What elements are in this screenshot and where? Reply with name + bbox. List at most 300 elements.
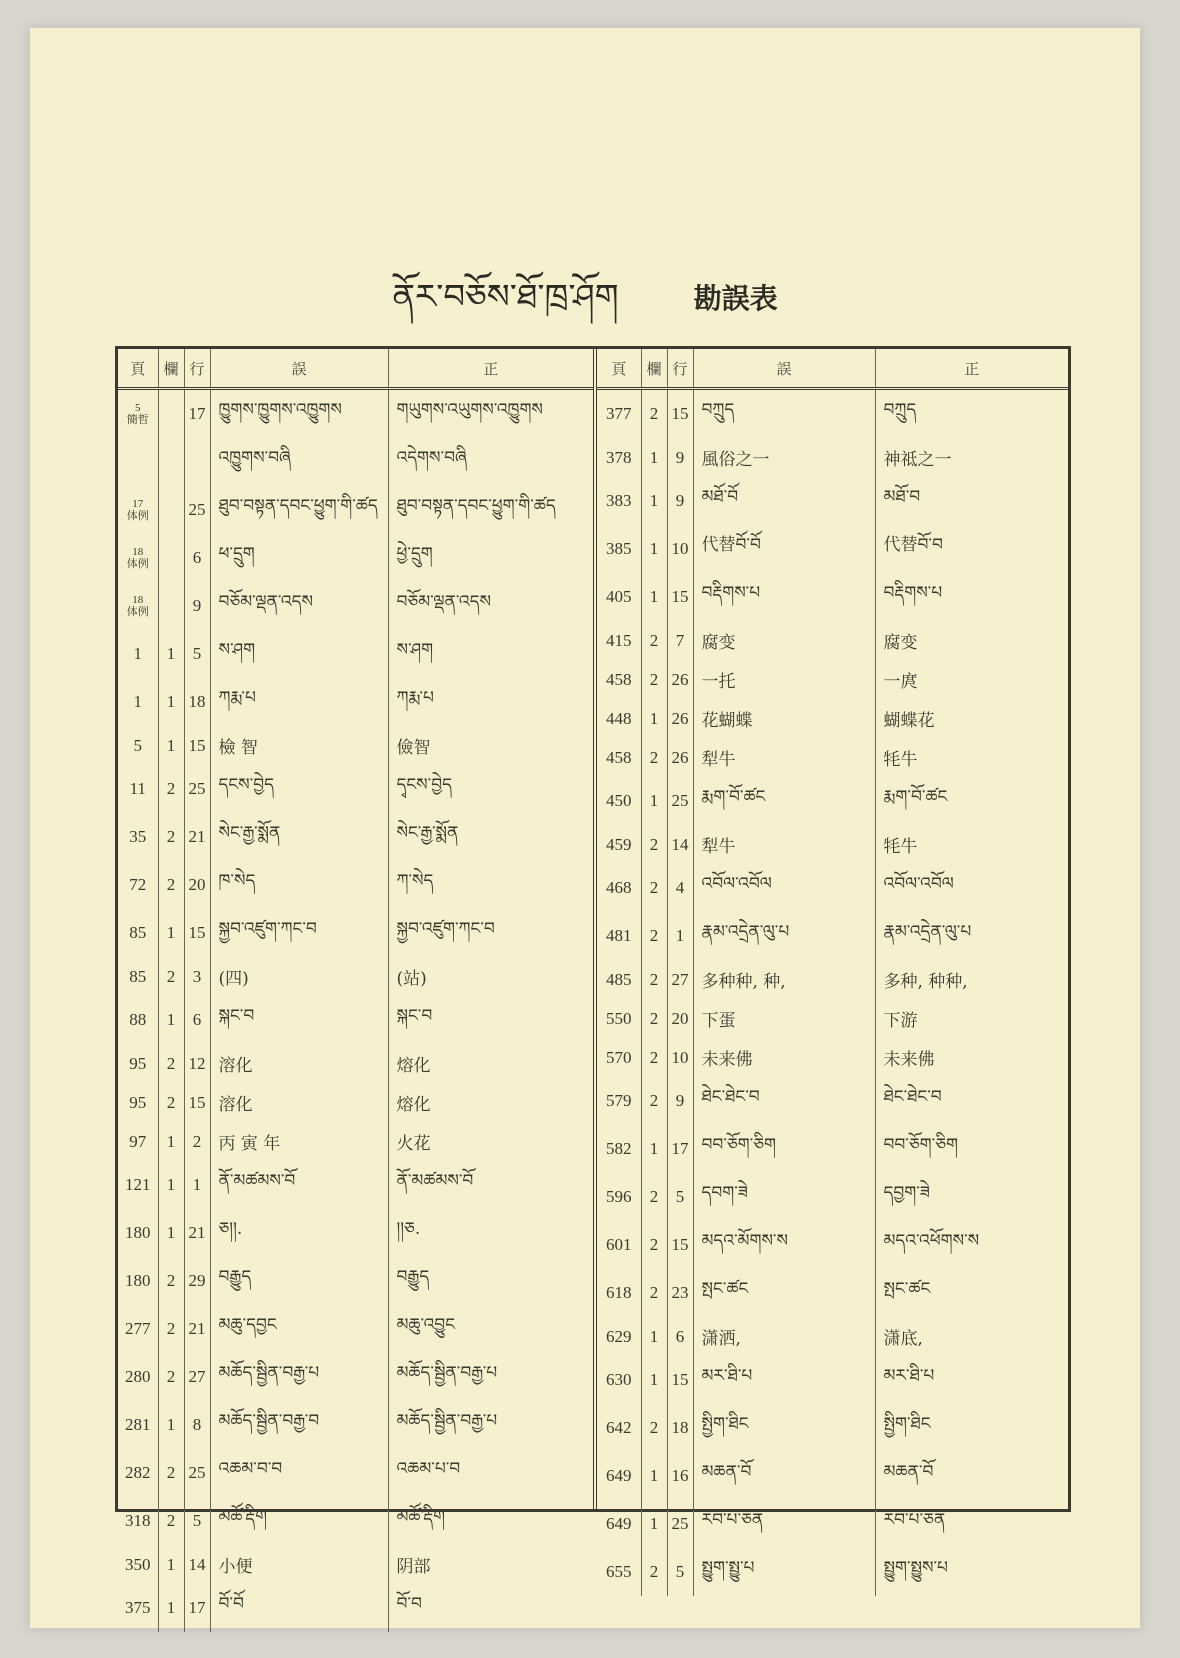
errata-table-right: [597, 349, 1068, 1581]
cell-wrong: ཁྱུགས་ཁྱུགས་འཁྱུགས: [210, 389, 388, 439]
cell-line: 26: [667, 738, 693, 777]
cell-col: 1: [158, 1161, 184, 1209]
table-row: [118, 1044, 593, 1083]
cell-wrong: སེང་རྒྱ་སྨོན: [210, 813, 388, 861]
cell-wrong: 代替བོ་བོ: [693, 525, 875, 573]
cell-wrong: བཀྲུད: [693, 389, 875, 439]
table-header: [118, 349, 593, 389]
cell-line: 17: [184, 389, 210, 439]
cell-right: (站): [396, 969, 427, 989]
cell-col: 2: [158, 861, 184, 909]
page-title: [30, 258, 1140, 354]
table-row: [597, 825, 1068, 864]
cell-right: མཆུ་འབྱུང: [396, 1315, 456, 1335]
cell-wrong: 丙 寅 年: [210, 1122, 388, 1161]
cell-wrong: 一托: [693, 660, 875, 699]
cell-wrong: དངས་བྱེད: [210, 765, 388, 813]
cell-wrong: 檢 智: [210, 726, 388, 765]
cell-right: 多种, 种种,: [883, 972, 968, 992]
cell-col: [158, 534, 184, 582]
table-row: [597, 1173, 1068, 1221]
cell-wrong: མཆན་བོ: [693, 1452, 875, 1500]
cell-right: འདེགས་བཞི: [396, 448, 467, 468]
cell-col: 1: [641, 777, 667, 825]
cell-line: 9: [667, 438, 693, 477]
cell-right: ཀརྨ་པ: [396, 688, 434, 708]
cell-line: 25: [667, 1500, 693, 1548]
cell-page: 642: [597, 1404, 641, 1452]
table-row: [118, 1305, 593, 1353]
cell-line: 23: [667, 1269, 693, 1317]
cell-col: 1: [158, 1584, 184, 1632]
cell-col: [158, 438, 184, 486]
cell-wrong: འཁྱུགས་བཞི: [210, 438, 388, 486]
table-row: [118, 765, 593, 813]
cell-page: 378: [597, 438, 641, 477]
table-row: [118, 813, 593, 861]
cell-wrong: (四): [210, 957, 388, 996]
cell-line: 15: [184, 1083, 210, 1122]
cell-wrong: ཁ་སེད: [210, 861, 388, 909]
cell-right: 阴部: [396, 1557, 431, 1577]
cell-right: 牦牛: [883, 837, 918, 857]
cell-col: 2: [158, 1044, 184, 1083]
cell-wrong: བབ་ཅོག་ཅིག: [693, 1125, 875, 1173]
cell-line: 2: [184, 1122, 210, 1161]
cell-right: རྨག་བོ་ཚང: [883, 787, 948, 807]
cell-line: 1: [184, 1161, 210, 1209]
cell-page: 18 体例: [118, 534, 158, 582]
cell-col: 1: [641, 438, 667, 477]
cell-wrong: ནོ་མཚམས་བོ: [210, 1161, 388, 1209]
cell-page: 596: [597, 1173, 641, 1221]
cell-page: 630: [597, 1356, 641, 1404]
cell-line: 26: [667, 660, 693, 699]
cell-col: [158, 486, 184, 534]
cell-page: 481: [597, 912, 641, 960]
header-line: 行: [667, 349, 693, 389]
table-row: [597, 999, 1068, 1038]
cell-page: 277: [118, 1305, 158, 1353]
cell-wrong: འཆམ་བ་བ: [210, 1449, 388, 1497]
cell-line: 15: [184, 909, 210, 957]
cell-line: 26: [667, 699, 693, 738]
cell-col: 1: [641, 1500, 667, 1548]
cell-col: 1: [641, 1125, 667, 1173]
cell-right: གཡུགས་འཡུགས་འཁྱུགས: [396, 400, 543, 420]
cell-col: 2: [641, 825, 667, 864]
cell-line: 20: [667, 999, 693, 1038]
cell-line: 29: [184, 1257, 210, 1305]
title-tibetan: ནོར་བཅོས་ཐོ་ཁྲ་ཤོག: [392, 277, 619, 317]
cell-line: 10: [667, 525, 693, 573]
cell-line: 5: [667, 1173, 693, 1221]
cell-line: 4: [667, 864, 693, 912]
cell-wrong: 犁牛: [693, 825, 875, 864]
table-row: [118, 1122, 593, 1161]
cell-right: སྐྱབ་འཛུག་ཀང་བ: [396, 919, 495, 939]
table-row: [597, 621, 1068, 660]
cell-right: དྭངས་བྱེད: [396, 775, 452, 795]
cell-right: 未来佛: [883, 1050, 935, 1070]
cell-page: 85: [118, 957, 158, 996]
cell-page: 88: [118, 996, 158, 1044]
table-row: [118, 630, 593, 678]
cell-page: 72: [118, 861, 158, 909]
cell-wrong: བརྒྱུད: [210, 1257, 388, 1305]
cell-wrong: རབ་པ་ཅན: [693, 1500, 875, 1548]
cell-page: 282: [118, 1449, 158, 1497]
table-row: [118, 1161, 593, 1209]
cell-page: 350: [118, 1545, 158, 1584]
table-row: [597, 660, 1068, 699]
table-row: [118, 438, 593, 486]
cell-wrong: མཚོ་རྡིག: [210, 1497, 388, 1545]
cell-page: 180: [118, 1209, 158, 1257]
cell-page: 415: [597, 621, 641, 660]
cell-right: བཅོམ་ལྡན་འདས: [396, 592, 491, 612]
cell-right: 熔化: [396, 1056, 431, 1076]
cell-line: 9: [667, 1077, 693, 1125]
cell-line: 7: [667, 621, 693, 660]
cell-col: 2: [158, 1257, 184, 1305]
table-row: [597, 1038, 1068, 1077]
table-row: [597, 738, 1068, 777]
errata-page: [30, 28, 1140, 1628]
cell-right: མཆན་བོ: [883, 1462, 934, 1482]
cell-wrong: མར་ཐི་པ: [693, 1356, 875, 1404]
cell-wrong: 下蛋: [693, 999, 875, 1038]
cell-right: མདའ་འཕོགས་ས: [883, 1231, 980, 1251]
cell-right: 代替བོ་བ: [883, 535, 943, 555]
cell-wrong: 腐变: [693, 621, 875, 660]
cell-right: སྐང་བ: [396, 1006, 433, 1026]
cell-wrong: ས་ཤག: [210, 630, 388, 678]
cell-col: 2: [158, 813, 184, 861]
cell-wrong: 犁牛: [693, 738, 875, 777]
cell-right: བརྡིགས་པ: [883, 583, 943, 603]
cell-right: མཆོད་སྦྱིན་བརྒྱ་པ: [396, 1411, 498, 1431]
table-row: [597, 864, 1068, 912]
cell-line: 6: [184, 996, 210, 1044]
cell-line: 25: [667, 777, 693, 825]
table-row: [118, 909, 593, 957]
cell-col: 2: [641, 389, 667, 439]
cell-wrong: འབོལ་འབོལ: [693, 864, 875, 912]
cell-page: 649: [597, 1452, 641, 1500]
cell-col: 1: [158, 678, 184, 726]
cell-page: 95: [118, 1044, 158, 1083]
cell-col: 1: [158, 1545, 184, 1584]
cell-page: 468: [597, 864, 641, 912]
cell-line: 5: [184, 1497, 210, 1545]
cell-line: 15: [667, 389, 693, 439]
cell-col: 2: [158, 765, 184, 813]
cell-right: 火花: [396, 1134, 431, 1154]
table-row: [118, 486, 593, 534]
cell-right: མཚོ་རྡིག: [396, 1507, 446, 1527]
table-row: [118, 996, 593, 1044]
cell-page: 458: [597, 660, 641, 699]
cell-col: 2: [158, 1449, 184, 1497]
cell-col: 2: [158, 1083, 184, 1122]
table-row: [597, 777, 1068, 825]
cell-page: 629: [597, 1317, 641, 1356]
cell-wrong: སྤྱུག་སྤྱུ་པ: [693, 1548, 875, 1596]
cell-right: 一庹: [883, 672, 918, 692]
cell-right: བོ་བ: [396, 1594, 422, 1614]
cell-right: 神祗之一: [883, 450, 952, 470]
table-row: [118, 1401, 593, 1449]
cell-col: 1: [158, 1209, 184, 1257]
cell-wrong: 花蝴蝶: [693, 699, 875, 738]
cell-wrong: མདའ་མོགས་ས: [693, 1221, 875, 1269]
cell-page: 649: [597, 1500, 641, 1548]
cell-wrong: སྐྱབ་འཛུག་ཀང་བ: [210, 909, 388, 957]
cell-wrong: ཐེང་ཐེང་བ: [693, 1077, 875, 1125]
cell-right: མཐོ་བ: [883, 487, 921, 507]
cell-wrong: བརྡིགས་པ: [693, 573, 875, 621]
table-row: [118, 582, 593, 630]
cell-wrong: ཕ་དྲུག: [210, 534, 388, 582]
cell-page: 375: [118, 1584, 158, 1632]
cell-line: 25: [184, 486, 210, 534]
cell-line: 27: [667, 960, 693, 999]
table-row: [118, 1209, 593, 1257]
cell-line: 9: [184, 582, 210, 630]
cell-page: 180: [118, 1257, 158, 1305]
cell-page: 280: [118, 1353, 158, 1401]
cell-line: 3: [184, 957, 210, 996]
cell-col: 2: [641, 960, 667, 999]
cell-line: 5: [184, 630, 210, 678]
table-row: [118, 1257, 593, 1305]
cell-page: 18 体例: [118, 582, 158, 630]
cell-page: 570: [597, 1038, 641, 1077]
cell-col: 2: [641, 864, 667, 912]
cell-line: 14: [667, 825, 693, 864]
cell-page: 5: [118, 726, 158, 765]
cell-col: 1: [641, 699, 667, 738]
cell-col: 2: [641, 999, 667, 1038]
cell-wrong: 溶化: [210, 1044, 388, 1083]
table-row: [597, 525, 1068, 573]
cell-wrong: 小便: [210, 1545, 388, 1584]
cell-line: 5: [667, 1548, 693, 1596]
cell-wrong: མཆོད་སྦྱིན་བརྒྱ་བ: [210, 1401, 388, 1449]
cell-right: སྤྱིག་ཐིང: [883, 1414, 931, 1434]
cell-page: 582: [597, 1125, 641, 1173]
cell-page: 281: [118, 1401, 158, 1449]
cell-line: 16: [667, 1452, 693, 1500]
cell-right: 潇底,: [883, 1329, 923, 1349]
cell-line: 10: [667, 1038, 693, 1077]
cell-right: སེང་རྒྱ་སྨོན: [396, 823, 459, 843]
title-chinese: 勘誤表: [693, 282, 778, 315]
cell-page: 458: [597, 738, 641, 777]
table-row: [597, 1404, 1068, 1452]
cell-col: 1: [158, 630, 184, 678]
cell-page: 385: [597, 525, 641, 573]
cell-line: 18: [667, 1404, 693, 1452]
cell-wrong: བོ་བོ: [210, 1584, 388, 1632]
table-row: [118, 534, 593, 582]
cell-right: རབ་པ་ཅན: [883, 1510, 946, 1530]
cell-line: 21: [184, 1305, 210, 1353]
cell-line: 25: [184, 1449, 210, 1497]
header-wrong: 誤: [210, 349, 388, 389]
cell-col: 1: [158, 1401, 184, 1449]
cell-right: 熔化: [396, 1095, 431, 1115]
cell-page: 17 体例: [118, 486, 158, 534]
errata-table: [115, 346, 1071, 1617]
cell-wrong: 溶化: [210, 1083, 388, 1122]
cell-col: 2: [158, 1353, 184, 1401]
table-row: [597, 1221, 1068, 1269]
cell-line: 17: [184, 1584, 210, 1632]
cell-line: 15: [667, 1356, 693, 1404]
cell-right: 蝴蝶花: [883, 711, 935, 731]
cell-right: ཀ་སེད: [396, 871, 434, 891]
cell-wrong: 風俗之一: [693, 438, 875, 477]
cell-line: 1: [667, 912, 693, 960]
cell-page: 5 簡哲: [118, 389, 158, 439]
cell-right: །།ཅ.: [396, 1219, 421, 1239]
cell-page: 448: [597, 699, 641, 738]
header-page: 頁: [597, 349, 641, 389]
cell-page: 550: [597, 999, 641, 1038]
cell-right: དབྱག་ཟེ: [883, 1183, 930, 1203]
table-row: [597, 1548, 1068, 1596]
cell-right: སྤང་ཚང: [883, 1279, 931, 1299]
table-row: [597, 699, 1068, 738]
table-row: [118, 957, 593, 996]
cell-right: མར་ཐི་པ: [883, 1366, 935, 1386]
header-col: 欄: [158, 349, 184, 389]
cell-col: 2: [158, 1305, 184, 1353]
cell-page: 377: [597, 389, 641, 439]
cell-page: 1: [118, 630, 158, 678]
cell-wrong: 潇洒,: [693, 1317, 875, 1356]
cell-line: 25: [184, 765, 210, 813]
cell-line: 21: [184, 1209, 210, 1257]
cell-page: 95: [118, 1083, 158, 1122]
cell-col: 2: [641, 1404, 667, 1452]
header-wrong: 誤: [693, 349, 875, 389]
cell-wrong: མཆུ་དབྱང: [210, 1305, 388, 1353]
table-row: [118, 861, 593, 909]
cell-line: 17: [667, 1125, 693, 1173]
cell-right: འབོལ་འབོལ: [883, 874, 954, 894]
table-row: [597, 1356, 1068, 1404]
table-row: [118, 1497, 593, 1545]
cell-page: [118, 438, 158, 486]
cell-page: 618: [597, 1269, 641, 1317]
cell-line: [184, 438, 210, 486]
cell-wrong: སྤང་ཚང: [693, 1269, 875, 1317]
cell-col: 1: [158, 996, 184, 1044]
table-row: [597, 912, 1068, 960]
cell-line: 18: [184, 678, 210, 726]
cell-wrong: 多种种, 种,: [693, 960, 875, 999]
cell-page: 579: [597, 1077, 641, 1125]
table-row: [118, 1545, 593, 1584]
cell-right: 下游: [883, 1011, 918, 1031]
cell-page: 97: [118, 1122, 158, 1161]
table-row: [118, 678, 593, 726]
table-row: [118, 1083, 593, 1122]
header-right: 正: [388, 349, 593, 389]
header-right: 正: [875, 349, 1068, 389]
table-row: [118, 389, 593, 439]
cell-right: བབ་ཅོག་ཅིག: [883, 1135, 958, 1155]
cell-col: 2: [158, 957, 184, 996]
cell-col: 2: [641, 621, 667, 660]
cell-line: 6: [667, 1317, 693, 1356]
cell-wrong: མཆོད་སྦྱིན་བརྒྱ་པ: [210, 1353, 388, 1401]
cell-wrong: 未来佛: [693, 1038, 875, 1077]
cell-page: 1: [118, 678, 158, 726]
header-page: 頁: [118, 349, 158, 389]
table-row: [597, 960, 1068, 999]
cell-page: 383: [597, 477, 641, 525]
cell-page: 459: [597, 825, 641, 864]
table-row: [118, 1584, 593, 1632]
cell-col: 1: [641, 1356, 667, 1404]
cell-page: 601: [597, 1221, 641, 1269]
table-header: [597, 349, 1068, 389]
cell-right: རྣམ་འདྲེན་ལུ་པ: [883, 922, 972, 942]
cell-col: 2: [641, 1221, 667, 1269]
cell-page: 655: [597, 1548, 641, 1596]
cell-col: 2: [641, 1269, 667, 1317]
cell-col: 1: [641, 1317, 667, 1356]
cell-line: 15: [667, 573, 693, 621]
cell-right: སྤྱུག་སྤྱུས་པ: [883, 1558, 948, 1578]
cell-col: 2: [641, 1548, 667, 1596]
cell-line: 15: [667, 1221, 693, 1269]
cell-right: འཆམ་པ་བ: [396, 1459, 461, 1479]
cell-line: 12: [184, 1044, 210, 1083]
cell-col: 2: [641, 738, 667, 777]
cell-page: 11: [118, 765, 158, 813]
cell-right: 腐变: [883, 633, 918, 653]
cell-page: 121: [118, 1161, 158, 1209]
cell-wrong: སྐང་བ: [210, 996, 388, 1044]
cell-line: 27: [184, 1353, 210, 1401]
cell-right: བརྒྱུད: [396, 1267, 430, 1287]
table-row: [597, 389, 1068, 439]
cell-page: 485: [597, 960, 641, 999]
cell-line: 9: [667, 477, 693, 525]
cell-wrong: དབག་ཟེ: [693, 1173, 875, 1221]
table-row: [118, 726, 593, 765]
cell-col: 1: [641, 573, 667, 621]
cell-page: 405: [597, 573, 641, 621]
table-row: [597, 1077, 1068, 1125]
header-col: 欄: [641, 349, 667, 389]
table-row: [597, 1452, 1068, 1500]
cell-right: 牦牛: [883, 750, 918, 770]
cell-col: 2: [641, 1038, 667, 1077]
header-line: 行: [184, 349, 210, 389]
cell-col: 2: [641, 660, 667, 699]
cell-col: 1: [641, 1452, 667, 1500]
table-row: [597, 438, 1068, 477]
cell-col: 1: [158, 726, 184, 765]
errata-table-left: [118, 349, 597, 1617]
cell-right: 儉智: [396, 738, 431, 758]
